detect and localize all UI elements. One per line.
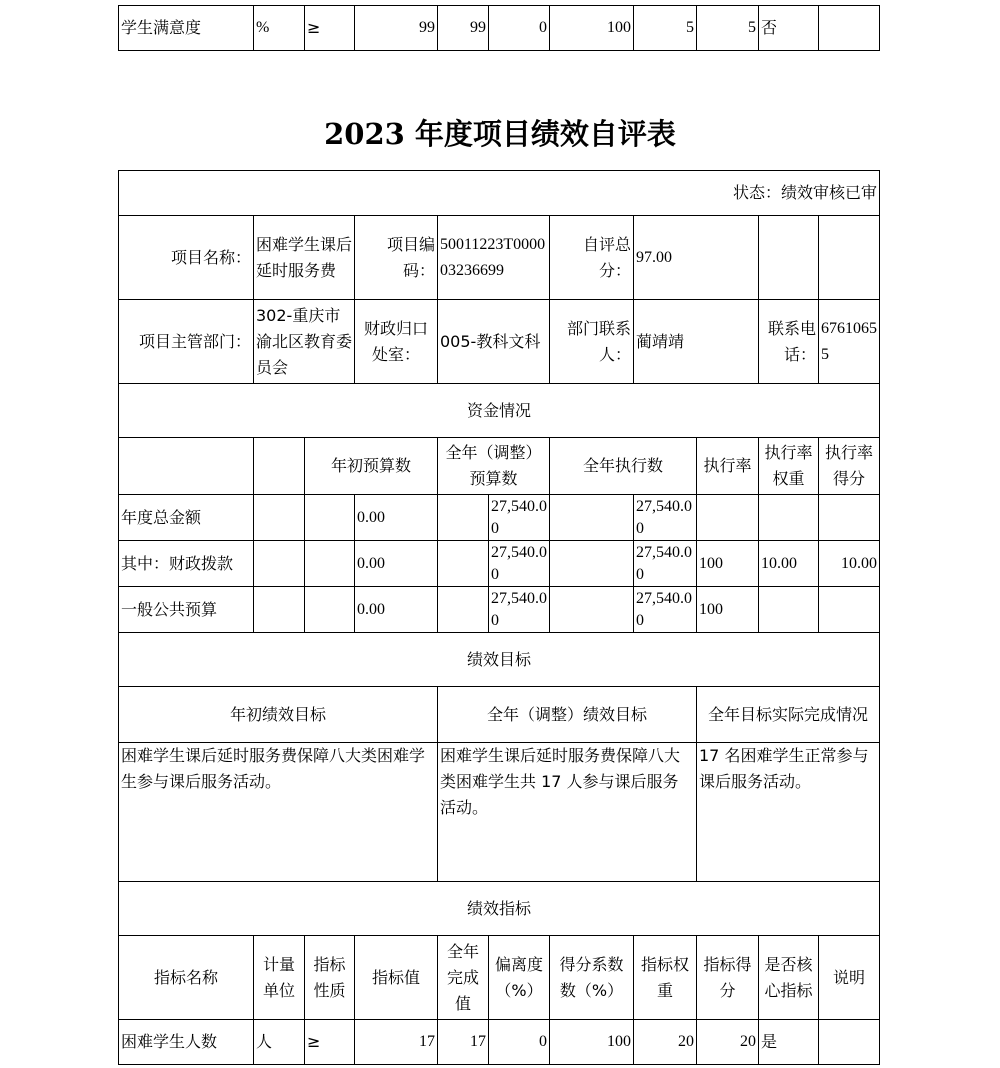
- adjusted-budget-value: 27,540.00: [489, 587, 550, 633]
- self-score-label: 自评总分：: [550, 216, 634, 300]
- indicator-target-header: 指标值: [355, 936, 438, 1020]
- empty-cell: [254, 495, 305, 541]
- indicators-section-row: [119, 882, 880, 936]
- initial-budget-header: 年初预算数: [305, 438, 438, 495]
- status-text: 状态：绩效审核已审: [119, 171, 880, 216]
- indicator-unit: 人: [254, 1020, 305, 1065]
- empty-cell: [438, 587, 489, 633]
- project-code-value: 50011223T000003236699: [438, 216, 550, 300]
- project-dept-row: [119, 300, 880, 384]
- indicator-score: 5: [697, 6, 759, 51]
- empty-cell: [254, 438, 305, 495]
- previous-indicator-table: [118, 5, 880, 51]
- project-name-value: 困难学生课后延时服务费: [254, 216, 355, 300]
- adjusted-budget-value: 27,540.00: [489, 541, 550, 587]
- rate-weight-header: 执行率权重: [759, 438, 819, 495]
- initial-budget-value: 0.00: [355, 495, 438, 541]
- adjusted-budget-header: 全年（调整）预算数: [438, 438, 550, 495]
- indicator-core-header: 是否核心指标: [759, 936, 819, 1020]
- empty-cell: [305, 495, 355, 541]
- rate-score-header: 执行率得分: [819, 438, 880, 495]
- executed-header: 全年执行数: [550, 438, 697, 495]
- dept-value: 302-重庆市渝北区教育委员会: [254, 300, 355, 384]
- indicator-target: 99: [355, 6, 438, 51]
- indicator-score-coef-header: 得分系数数（%）: [550, 936, 634, 1020]
- rate-weight-value: 10.00: [759, 541, 819, 587]
- indicator-deviation: 0: [489, 1020, 550, 1065]
- dept-label: 项目主管部门：: [119, 300, 254, 384]
- phone-value: 67610655: [819, 300, 880, 384]
- contact-value: 蔺靖靖: [634, 300, 759, 384]
- executed-value: 27,540.00: [634, 541, 697, 587]
- adjusted-goal-text: 困难学生课后延时服务费保障八大类困难学生共 17 人参与课后服务活动。: [438, 743, 697, 882]
- rate-weight-value: [759, 587, 819, 633]
- indicator-name: 学生满意度: [119, 6, 254, 51]
- rate-score-value: [819, 587, 880, 633]
- empty-cell: [438, 495, 489, 541]
- empty-cell: [119, 438, 254, 495]
- indicator-weight: 5: [634, 6, 697, 51]
- rate-header: 执行率: [697, 438, 759, 495]
- indicator-remark: [819, 6, 880, 51]
- goals-section-title: 绩效目标: [119, 633, 880, 687]
- empty-cell: [550, 587, 634, 633]
- indicator-score-coef: 100: [550, 6, 634, 51]
- performance-evaluation-table: [118, 170, 880, 1065]
- status-row: [119, 171, 880, 216]
- rate-weight-value: [759, 495, 819, 541]
- empty-cell: [550, 495, 634, 541]
- indicator-actual: 17: [438, 1020, 489, 1065]
- indicator-actual: 99: [438, 6, 489, 51]
- finance-label: 财政归口处室：: [355, 300, 438, 384]
- indicator-remark-header: 说明: [819, 936, 880, 1020]
- indicators-header-row: [119, 936, 880, 1020]
- funds-section-title: 资金情况: [119, 384, 880, 438]
- goals-content-row: [119, 743, 880, 882]
- indicator-score-coef: 100: [550, 1020, 634, 1065]
- funds-row-label: 年度总金额: [119, 495, 254, 541]
- rate-score-value: [819, 495, 880, 541]
- rate-value: 100: [697, 541, 759, 587]
- indicator-remark: [819, 1020, 880, 1065]
- indicators-section-title: 绩效指标: [119, 882, 880, 936]
- empty-cell: [254, 587, 305, 633]
- table-row: [119, 495, 880, 541]
- indicator-deviation-header: 偏离度（%）: [489, 936, 550, 1020]
- empty-cell: [759, 216, 819, 300]
- indicator-unit-header: 计量单位: [254, 936, 305, 1020]
- adjusted-budget-value: 27,540.00: [489, 495, 550, 541]
- indicator-weight-header: 指标权重: [634, 936, 697, 1020]
- rate-value: 100: [697, 587, 759, 633]
- indicator-unit: %: [254, 6, 305, 51]
- indicator-nature-header: 指标性质: [305, 936, 355, 1020]
- empty-cell: [438, 541, 489, 587]
- funds-row-label: 其中：财政拨款: [119, 541, 254, 587]
- project-info-row: [119, 216, 880, 300]
- indicator-core: 否: [759, 6, 819, 51]
- initial-goal-text: 困难学生课后延时服务费保障八大类困难学生参与课后服务活动。: [119, 743, 438, 882]
- empty-cell: [305, 587, 355, 633]
- funds-header-row: [119, 438, 880, 495]
- goals-header-row: [119, 687, 880, 743]
- initial-goal-header: 年初绩效目标: [119, 687, 438, 743]
- indicator-nature: ≥: [305, 6, 355, 51]
- empty-cell: [819, 216, 880, 300]
- initial-budget-value: 0.00: [355, 541, 438, 587]
- indicator-nature: ≥: [305, 1020, 355, 1065]
- indicator-deviation: 0: [489, 6, 550, 51]
- indicator-target: 17: [355, 1020, 438, 1065]
- project-name-label: 项目名称：: [119, 216, 254, 300]
- adjusted-goal-header: 全年（调整）绩效目标: [438, 687, 697, 743]
- goals-section-row: [119, 633, 880, 687]
- project-code-label: 项目编码：: [355, 216, 438, 300]
- indicator-score-header: 指标得分: [697, 936, 759, 1020]
- indicator-name-header: 指标名称: [119, 936, 254, 1020]
- finance-value: 005-教科文科: [438, 300, 550, 384]
- funds-row-label: 一般公共预算: [119, 587, 254, 633]
- funds-section-row: [119, 384, 880, 438]
- executed-value: 27,540.00: [634, 495, 697, 541]
- indicator-score: 20: [697, 1020, 759, 1065]
- rate-value: [697, 495, 759, 541]
- table-row: [119, 587, 880, 633]
- empty-cell: [550, 541, 634, 587]
- table-row: [119, 1020, 880, 1065]
- indicator-name: 困难学生人数: [119, 1020, 254, 1065]
- indicator-actual-header: 全年完成值: [438, 936, 489, 1020]
- actual-completion-header: 全年目标实际完成情况: [697, 687, 880, 743]
- page-title: 2023 年度项目绩效自评表: [324, 117, 676, 151]
- initial-budget-value: 0.00: [355, 587, 438, 633]
- phone-label: 联系电话：: [759, 300, 819, 384]
- executed-value: 27,540.00: [634, 587, 697, 633]
- contact-label: 部门联系人：: [550, 300, 634, 384]
- rate-score-value: 10.00: [819, 541, 880, 587]
- table-row: [119, 6, 880, 51]
- actual-completion-text: 17 名困难学生正常参与课后服务活动。: [697, 743, 880, 882]
- indicator-core: 是: [759, 1020, 819, 1065]
- empty-cell: [254, 541, 305, 587]
- self-score-value: 97.00: [634, 216, 759, 300]
- table-row: [119, 541, 880, 587]
- empty-cell: [305, 541, 355, 587]
- indicator-weight: 20: [634, 1020, 697, 1065]
